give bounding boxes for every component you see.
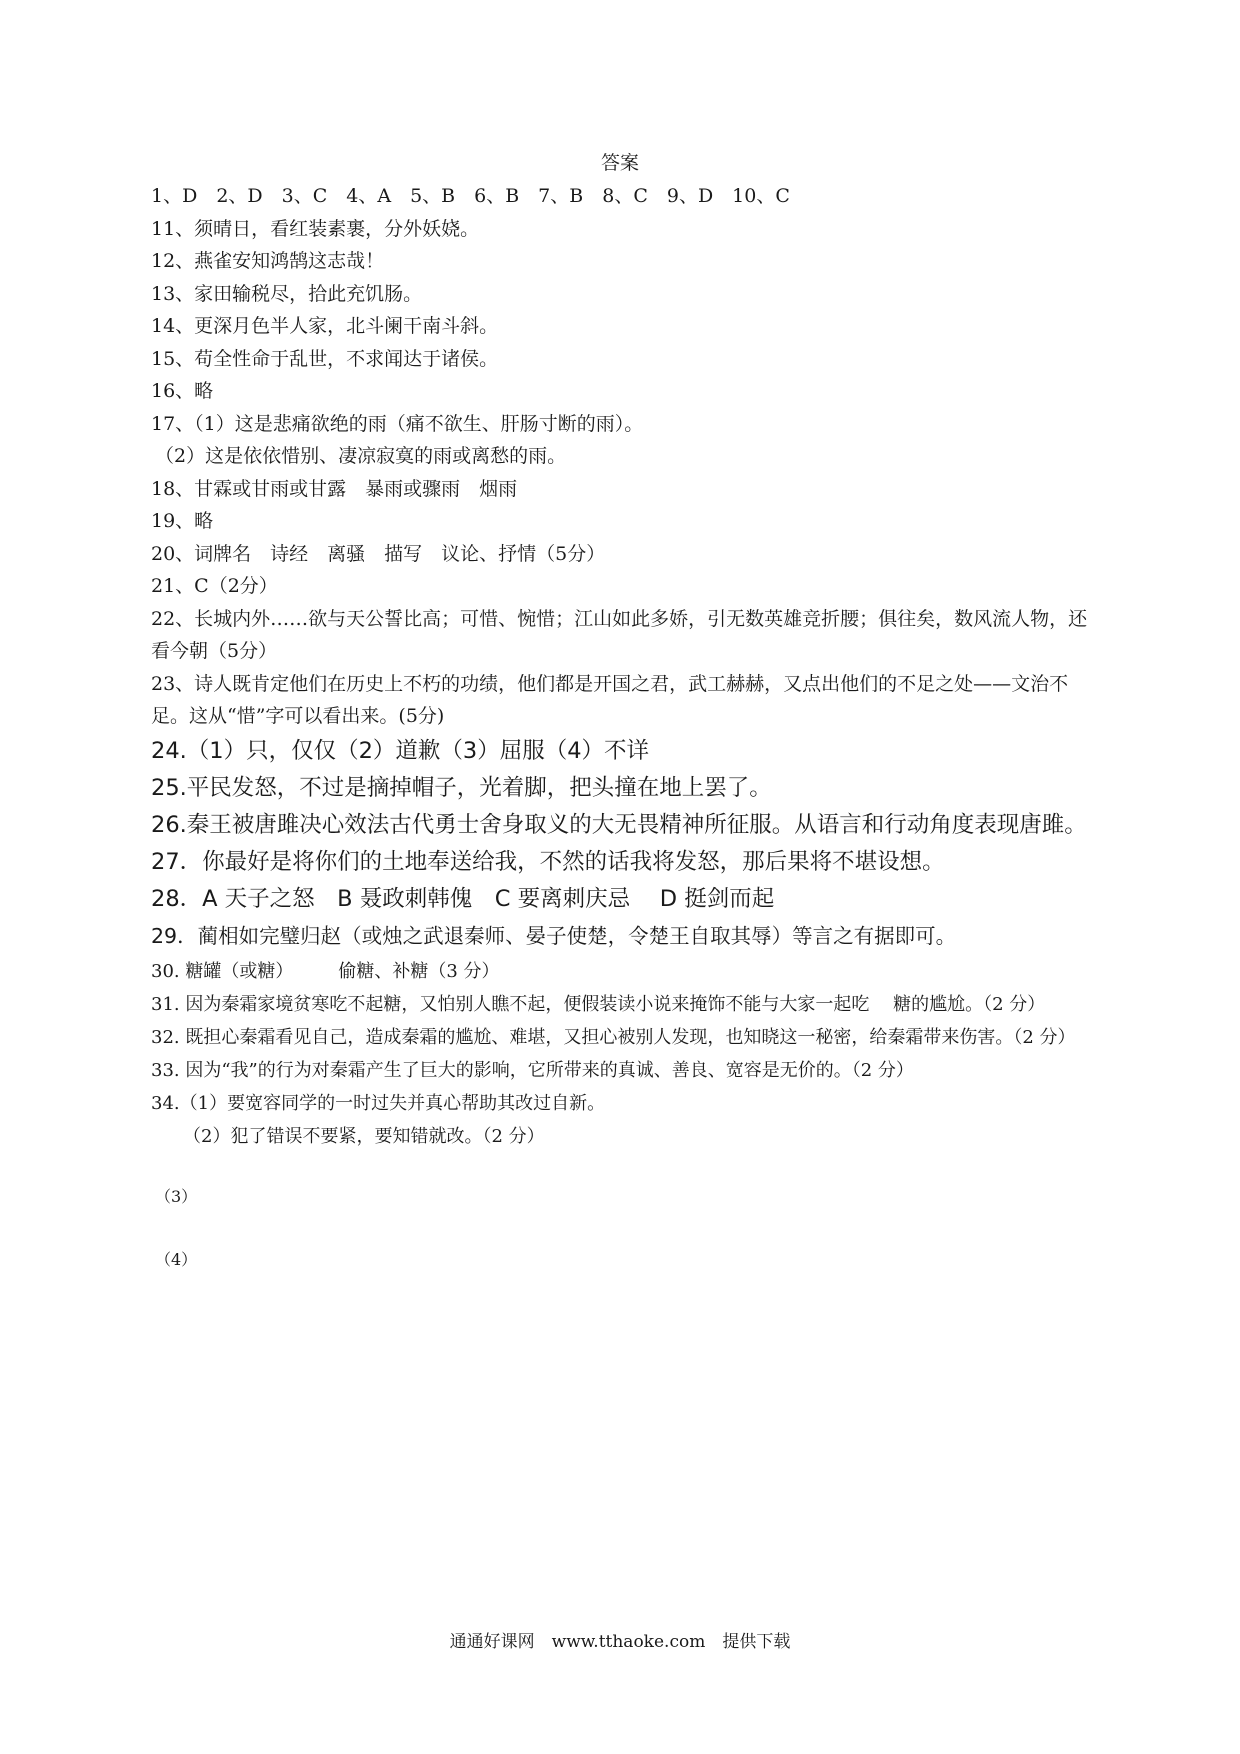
answer-25: 25.平民发怒，不过是摘掉帽子，光着脚，把头撞在地上罢了。 — [151, 774, 772, 801]
answer-27: 27．你最好是将你们的土地奉送给我，不然的话我将发怒，那后果将不堪设想。 — [151, 848, 945, 875]
answer-14: 14、更深月色半人家，北斗阑干南斗斜。 — [151, 315, 499, 337]
answer-17-1: 17、（1）这是悲痛欲绝的雨（痛不欲生、肝肠寸断的雨）。 — [151, 412, 644, 435]
answer-23: 23、诗人既肯定他们在历史上不朽的功绩，他们都是开国之君，武工赫赫，又点出他们的不足之处——文治不足。这从“惜”字可以看出来。(5分) — [151, 672, 1069, 727]
answer-34-1: 34.（1）要宽容同学的一时过失并真心帮助其改过自新。 — [151, 1092, 606, 1114]
page-title: 答案 — [600, 152, 639, 174]
answer-13: 13、家田输税尽，拾此充饥肠。 — [151, 282, 423, 305]
answer-30: 30. 糖罐（或糖） 偷糖、补糖（3 分） — [151, 960, 500, 982]
answer-12: 12、燕雀安知鸿鹄这志哉！ — [151, 250, 385, 272]
footer-source-link[interactable]: 通通好课网 www.tthaoke.com 提供下载 — [449, 1632, 791, 1652]
answer-11: 11、须晴日，看红装素裹，分外妖娆。 — [151, 217, 480, 240]
answer-22: 22、长城内外……欲与天公誓比高；可惜、惋惜；江山如此多娇，引无数英雄竞折腰；俱往矣，数风流人物，还看今朝（5分） — [151, 607, 1088, 662]
extra-item-3: （3） — [155, 1187, 198, 1206]
answer-list — [151, 180, 1101, 1153]
answer-21: 21、C（2分） — [151, 575, 278, 597]
answer-20: 20、词牌名 诗经 离骚 描写 议论、抒情（5分） — [151, 542, 606, 565]
answer-32: 32. 既担心秦霜看见自己，造成秦霜的尴尬、难堪，又担心被别人发现，也知晓这一秘密，给秦霜带来伤害。（2 分） — [151, 1026, 1076, 1048]
answer-31: 31. 因为秦霜家境贫寒吃不起糖，又怕别人瞧不起，便假装读小说来掩饰不能与大家一起吃 糖的尴尬。（2 分） — [151, 993, 1046, 1015]
answer-24: 24.（1）只，仅仅（2）道歉（3）屈服（4）不详 — [151, 737, 650, 764]
answer-17-2: （2）这是依依惜别、凄凉寂寞的雨或离愁的雨。 — [155, 445, 567, 467]
answer-33: 33. 因为“我”的行为对秦霜产生了巨大的影响，它所带来的真诚、善良、宽容是无价的。（2 分） — [151, 1059, 914, 1081]
answer-18: 18、甘霖或甘雨或甘露 暴雨或骤雨 烟雨 — [151, 477, 518, 500]
answer-29: 29．蔺相如完璧归赵（或烛之武退秦师、晏子使楚，令楚王自取其辱）等言之有据即可。 — [151, 923, 957, 948]
answer-26: 26.秦王被唐雎决心效法古代勇士舍身取义的大无畏精神所征服。从语言和行动角度表现唐雎。 — [151, 811, 1087, 838]
answer-19: 19、略 — [151, 510, 214, 532]
answer-34-2: （2）犯了错误不要紧，要知错就改。（2 分） — [183, 1125, 545, 1147]
extra-item-4: （4） — [155, 1250, 198, 1269]
answer-15: 15、苟全性命于乱世，不求闻达于诸侯。 — [151, 347, 499, 370]
answer-16: 16、略 — [151, 380, 214, 402]
answer-28: 28．A 天子之怒 B 聂政刺韩傀 C 要离刺庆忌 D 挺剑而起 — [151, 885, 775, 912]
mc-answers: 1、D 2、D 3、C 4、A 5、B 6、B 7、B 8、C 9、D 10、C — [151, 185, 790, 207]
